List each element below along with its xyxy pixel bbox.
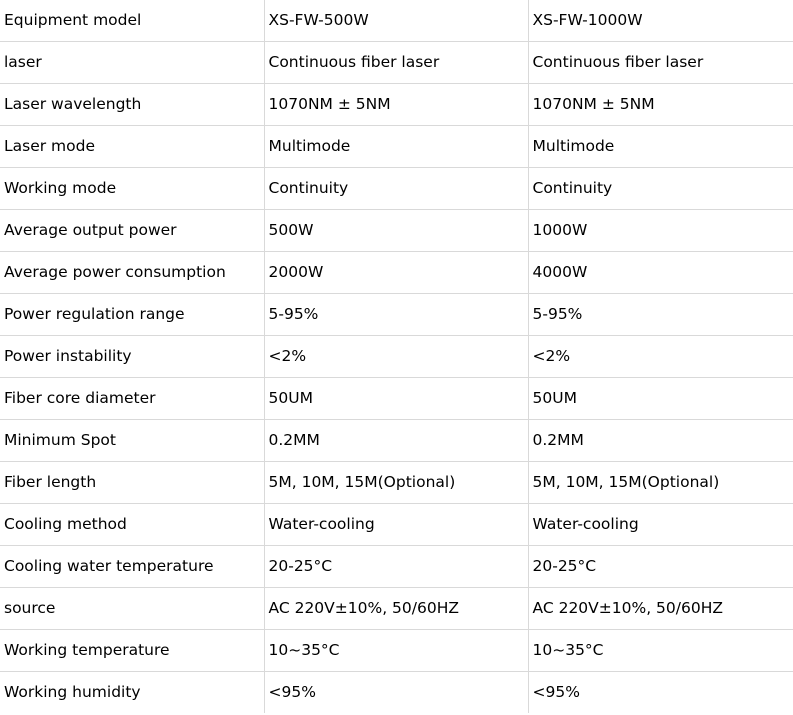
table-row <box>0 336 793 378</box>
model-500w-value: XS-FW-500W <box>264 0 528 42</box>
model-500w-value: 20-25°C <box>264 546 528 588</box>
model-1000w-value: 1000W <box>528 210 793 252</box>
model-500w-value: 0.2MM <box>264 420 528 462</box>
model-1000w-value: Continuous fiber laser <box>528 42 793 84</box>
model-1000w-value: Water-cooling <box>528 504 793 546</box>
model-500w-value: Multimode <box>264 126 528 168</box>
model-1000w-value: <95% <box>532 682 580 701</box>
row-label: Minimum Spot <box>0 420 264 462</box>
row-label: Average output power <box>0 210 264 252</box>
table-row <box>0 546 793 588</box>
table-row <box>0 210 793 252</box>
model-1000w-value: AC 220V±10%, 50/60HZ <box>528 588 793 630</box>
row-label: Working temperature <box>0 630 264 672</box>
model-500w-value: 10~35°C <box>264 630 528 672</box>
model-1000w-value: Multimode <box>528 126 793 168</box>
model-500w-value: <95% <box>264 672 528 714</box>
table-row <box>0 672 793 714</box>
model-500w-value: <2% <box>264 336 528 378</box>
row-label: Fiber core diameter <box>0 378 264 420</box>
table-row <box>0 630 793 672</box>
row-label: Working mode <box>0 168 264 210</box>
model-500w-value: AC 220V±10%, 50/60HZ <box>264 588 528 630</box>
table-row <box>0 84 793 126</box>
table-row <box>0 462 793 504</box>
model-1000w-value: XS-FW-1000W <box>528 0 793 42</box>
table-row <box>0 0 793 42</box>
table-row <box>0 420 793 462</box>
model-1000w-value: 0.2MM <box>528 420 793 462</box>
model-500w-value: Water-cooling <box>264 504 528 546</box>
row-label: Laser mode <box>0 126 264 168</box>
table-row <box>0 504 793 546</box>
model-500w-value: Continuity <box>264 168 528 210</box>
row-label: Working humidity <box>0 672 264 714</box>
table-row <box>0 42 793 84</box>
row-label: laser <box>0 42 264 84</box>
row-label: Equipment model <box>0 0 264 42</box>
row-label: Cooling method <box>0 504 264 546</box>
row-label: Laser wavelength <box>0 84 264 126</box>
model-500w-value: 2000W <box>264 252 528 294</box>
model-500w-value: 5M, 10M, 15M(Optional) <box>264 462 528 504</box>
model-1000w-value: 5-95% <box>528 294 793 336</box>
model-1000w-value: 5M, 10M, 15M(Optional) <box>528 462 793 504</box>
model-1000w-value: Continuity <box>528 168 793 210</box>
table-row <box>0 168 793 210</box>
table-row <box>0 588 793 630</box>
model-500w-value: 5-95% <box>264 294 528 336</box>
model-1000w-value: <2% <box>528 336 793 378</box>
model-500w-value: Continuous fiber laser <box>264 42 528 84</box>
model-500w-value: 1070NM ± 5NM <box>264 84 528 126</box>
model-500w-value: 500W <box>264 210 528 252</box>
model-500w-value: 50UM <box>264 378 528 420</box>
row-label: Average power consumption <box>0 252 264 294</box>
table-row <box>0 378 793 420</box>
model-1000w-value: 20-25°C <box>528 546 793 588</box>
table-row <box>0 126 793 168</box>
row-label: Fiber length <box>0 462 264 504</box>
row-label: Cooling water temperature <box>0 546 264 588</box>
row-label: source <box>0 588 264 630</box>
model-1000w-value: 1070NM ± 5NM <box>528 84 793 126</box>
table-row <box>0 294 793 336</box>
model-1000w-value: 50UM <box>528 378 793 420</box>
model-1000w-value: 4000W <box>528 252 793 294</box>
model-1000w-value: 10~35°C <box>528 630 793 672</box>
row-label: Power instability <box>0 336 264 378</box>
row-label: Power regulation range <box>0 294 264 336</box>
table-row <box>0 252 793 294</box>
